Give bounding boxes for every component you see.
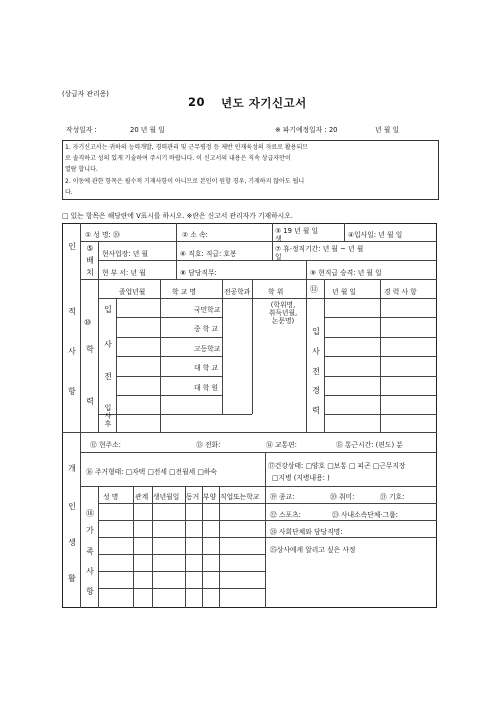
section-label-char: 인 [68, 502, 76, 511]
section-label-char: 활 [68, 574, 76, 583]
leave-period-field[interactable]: ⑦ 휴·정직기간: 년 월 ~ 년 월 [275, 245, 364, 253]
edu-header-degree: 학 위 [268, 288, 284, 296]
family-label-char: 족 [86, 547, 94, 556]
career-label-char: 입 [312, 327, 320, 336]
section-label-char: 개 [68, 464, 76, 473]
family-header-cohabit: 동거 [186, 493, 200, 501]
document-tag: (상급자 관리용) [62, 90, 109, 98]
section-label-char: 항 [68, 387, 76, 396]
department-field[interactable]: ② 소 속: [182, 231, 208, 239]
instruction-text: □ 있는 항목은 해당란에 V표시를 하시오. ※란은 신고서 관리자가 기재하시오. [62, 212, 293, 220]
career-header-date: 년 월 일 [332, 288, 357, 296]
note-line: 로 솔직하고 성의 있게 기술하여 주시기 바랍니다. 이 신고서의 내용은 직속 상급자만이 [65, 155, 291, 162]
family-header-birth: 생년월일 [153, 493, 180, 501]
school-middle: 중 학 교 [194, 325, 219, 333]
note-line: 1. 자기신고서는 귀하의 능력개발, 경력관리 및 근무평정 등 제반 인재육성의 자료로 활용되므 [65, 144, 309, 151]
current-dept-field[interactable]: 현 부 서: 년 월 [102, 269, 146, 277]
commute-field[interactable]: ⑮ 통근시간: (편도) 분 [336, 441, 403, 449]
health-field[interactable]: ⑰건강상태: □양호 □보통 □ 피곤 □근무지장 [268, 462, 406, 470]
family-header-name: 성 명 [103, 493, 119, 501]
education-label-char: 력 [86, 397, 94, 406]
name-field[interactable]: ① 성 명: ⑳ [85, 231, 120, 239]
section-label-char: 적 [68, 307, 76, 316]
social-group-field[interactable]: ㉔ 사회단체와 담당직명: [270, 528, 343, 536]
club-field[interactable]: ㉓ 사내소속단체·그룹: [332, 511, 398, 519]
disposal-date-value: 년 월 일 [375, 126, 400, 134]
school-elementary: 국민학교 [194, 306, 221, 314]
family-label-char: 사 [86, 567, 94, 576]
placement-label: ⑤ 배 치 [86, 244, 94, 277]
education-sub-label: 전 [104, 372, 112, 381]
current-site-field[interactable]: 현사업장: 년 월 [102, 250, 149, 258]
degree-note: (학위명, 취득년월, 논문명) [268, 301, 298, 325]
education-sub-label: 입 [104, 305, 112, 314]
edu-header-school: 학 교 명 [172, 288, 197, 296]
duty-field[interactable]: ⑧ 담당직무: [180, 269, 217, 277]
position-field[interactable]: ⑥ 직호: 직급: 호봉 [180, 250, 237, 258]
birth-field[interactable]: ③ 19 년 월 일 [275, 227, 319, 235]
note-line: 열람 합니다. [65, 166, 98, 173]
hobby-field[interactable]: ⑳ 취미: [330, 493, 355, 501]
disposal-date-label: ※ 파기예정일자 : 20 [275, 126, 338, 134]
join-date-field[interactable]: ④입사일: 년 월 일 [348, 231, 403, 239]
family-header-support: 부양 [203, 493, 217, 501]
written-date-label: 작성일자 : [66, 126, 97, 134]
family-header-relation: 관계 [135, 493, 149, 501]
edu-header-graduation: 졸업년월 [119, 288, 146, 296]
transport-field[interactable]: ⑭ 교통편: [266, 441, 297, 449]
sports-field[interactable]: ㉒ 스포츠: [270, 511, 301, 519]
section-label-char: 생 [68, 538, 76, 547]
education-after-label: 입 사 후 [104, 404, 112, 428]
education-sub-label: 사 [104, 340, 112, 349]
career-label-char: 사 [312, 347, 320, 356]
leave-suffix: 일 [275, 253, 282, 261]
document-title-year: 20 [188, 95, 206, 109]
promotion-field[interactable]: ⑨ 현직급 승격: 년 월 일 [310, 269, 382, 277]
family-label-char: 가 [86, 526, 94, 535]
school-university: 대 학 교 [194, 364, 219, 372]
written-date-value: 20 년 월 일 [130, 126, 165, 134]
health-detail-field[interactable]: □지병 (지병내용: ) [272, 474, 330, 482]
section-divider [62, 432, 437, 433]
career-label-char: 전 [312, 367, 320, 376]
document-title: 년도 자기신고서 [221, 96, 307, 110]
preference-field[interactable]: ㉑ 기호: [380, 493, 405, 501]
label-column-line [80, 223, 81, 608]
education-label-char: 학 [86, 345, 94, 354]
school-high: 고등학교 [194, 345, 221, 353]
career-label-char: 경 [312, 386, 320, 395]
family-number: ⑱ [86, 509, 94, 518]
family-header-job: 직업또는학교 [220, 493, 260, 501]
career-number: ⑪ [310, 285, 318, 294]
housing-type-field[interactable]: ⑯ 주거형태: □자택 □전세 □전월세 □하숙 [86, 468, 217, 476]
career-header-detail: 경 력 사 항 [384, 288, 417, 296]
section-label-char: 인 [68, 242, 76, 251]
family-label-char: 항 [86, 587, 94, 596]
section-label-char: 사 [68, 347, 76, 356]
note-line: 다. [65, 189, 73, 196]
wish-field[interactable]: ㉕상사에게 알리고 싶은 사정 [270, 546, 356, 554]
phone-field[interactable]: ⑬ 전화: [196, 441, 221, 449]
birth-suffix: 생 [275, 235, 282, 243]
career-label-char: 력 [312, 406, 320, 415]
address-field[interactable]: ⑫ 현주소: [90, 441, 121, 449]
school-graduate: 대 학 원 [194, 384, 219, 392]
edu-header-major: 전공학과 [224, 288, 251, 296]
religion-field[interactable]: ⑲ 종교: [270, 493, 295, 501]
education-number: ⑩ [84, 318, 92, 327]
note-line: 2. 이동에 관한 항목은 필수적 기재사항이 아니므로 본인이 원할 경우, 기재하지 않아도 됩니 [65, 178, 305, 185]
